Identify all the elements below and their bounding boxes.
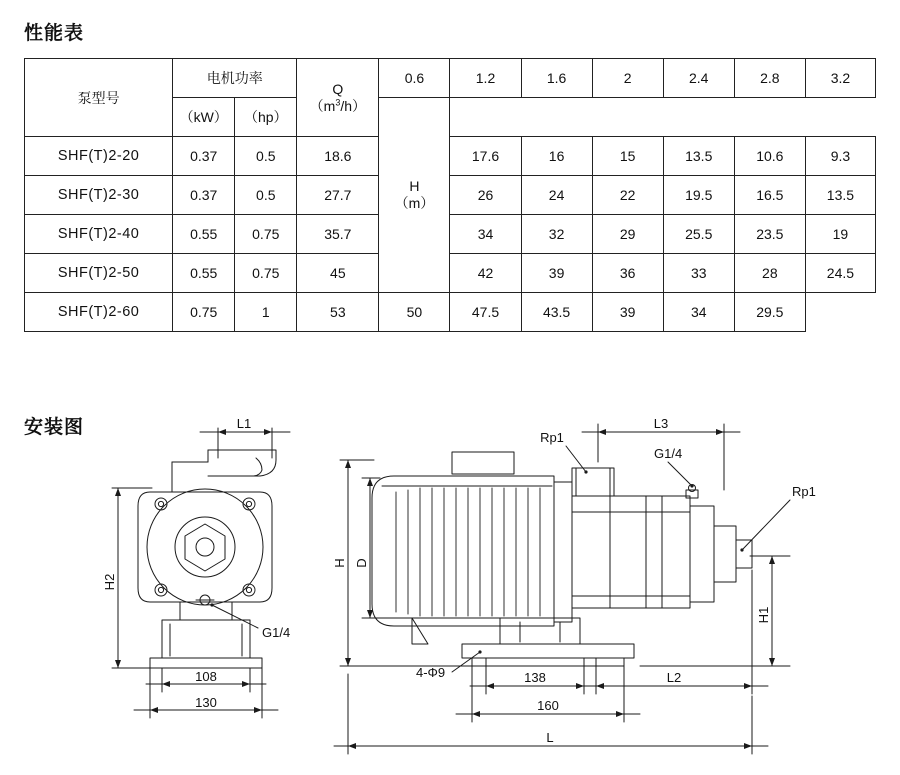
label-108: 108 [195,669,217,684]
head-cell: 18.6 [297,137,379,176]
row-hp: 1 [235,293,297,332]
head-cell: 19.5 [663,176,734,215]
head-cell: 36 [592,254,663,293]
head-cell: 17.6 [450,137,521,176]
head-cell: 23.5 [734,215,805,254]
label-l3: L3 [653,416,669,431]
flow-value-3: 2 [592,59,663,98]
label-h2: H2 [102,573,117,591]
head-cell: 33 [663,254,734,293]
table-row [25,137,876,176]
head-cell: 19 [805,215,875,254]
flow-symbol: Q [332,81,344,98]
label-rp1-right: Rp1 [792,484,816,499]
row-model: SHF(T)2-40 [25,215,173,254]
label-h: H [332,558,347,568]
table-row [25,176,876,215]
head-cell: 42 [450,254,521,293]
flow-value-6: 3.2 [805,59,875,98]
side-view [334,424,790,754]
head-cell: 15 [592,137,663,176]
row-kw: 0.55 [173,254,235,293]
label-l1: L1 [236,416,252,431]
header-head [379,98,450,293]
head-cell: 39 [521,254,592,293]
label-d: D [354,558,369,568]
flow-value-4: 2.4 [663,59,734,98]
head-cell: 50 [379,293,450,332]
table-header-row-1 [25,59,876,98]
row-kw: 0.55 [173,215,235,254]
row-kw: 0.37 [173,176,235,215]
header-kw: （kW） [173,98,235,137]
label-160: 160 [537,698,559,713]
flow-value-2: 1.6 [521,59,592,98]
label-138: 138 [524,670,546,685]
head-cell: 25.5 [663,215,734,254]
head-cell: 29.5 [734,293,805,332]
flow-value-5: 2.8 [734,59,805,98]
flow-value-0: 0.6 [379,59,450,98]
installation-drawing-title: 安装图 [24,417,85,438]
head-cell: 28 [734,254,805,293]
head-cell: 24.5 [805,254,875,293]
head-cell: 26 [450,176,521,215]
head-cell: 24 [521,176,592,215]
flow-value-1: 1.2 [450,59,521,98]
head-cell: 13.5 [663,137,734,176]
row-hp: 0.75 [235,254,297,293]
row-hp: 0.5 [235,137,297,176]
label-g14-front: G1/4 [262,625,291,640]
drawing-svg [0,400,900,775]
head-cell: 45 [297,254,379,293]
head-cell: 35.7 [297,215,379,254]
row-model: SHF(T)2-20 [25,137,173,176]
label-rp1-top: Rp1 [540,430,564,445]
head-cell: 22 [592,176,663,215]
header-flow [297,59,379,137]
header-model: 泵型号 [25,59,173,137]
head-cell: 47.5 [450,293,521,332]
head-cell: 9.3 [805,137,875,176]
head-cell: 29 [592,215,663,254]
head-cell: 16 [521,137,592,176]
row-hp: 0.75 [235,215,297,254]
label-130: 130 [195,695,217,710]
row-kw: 0.37 [173,137,235,176]
row-model: SHF(T)2-30 [25,176,173,215]
table-row [25,293,876,332]
head-cell: 53 [297,293,379,332]
head-symbol: H [409,178,420,195]
header-motor-power: 电机功率 [173,59,297,98]
head-cell: 39 [592,293,663,332]
row-model: SHF(T)2-60 [25,293,173,332]
head-cell: 34 [450,215,521,254]
label-g14-side: G1/4 [654,446,683,461]
head-cell: 34 [663,293,734,332]
table-row [25,215,876,254]
performance-table-title: 性能表 [24,23,85,44]
head-cell: 43.5 [521,293,592,332]
label-h1: H1 [756,606,771,624]
label-l2: L2 [666,670,682,685]
label-l: L [546,730,554,745]
performance-table [24,58,876,332]
table-row [25,254,876,293]
head-unit: （m） [394,195,435,211]
head-cell: 16.5 [734,176,805,215]
label-holes: 4-Φ9 [416,665,446,680]
head-cell: 10.6 [734,137,805,176]
row-kw: 0.75 [173,293,235,332]
flow-unit: $(m^3/h)$ [309,97,367,114]
head-cell: 13.5 [805,176,875,215]
head-cell: 27.7 [297,176,379,215]
row-hp: 0.5 [235,176,297,215]
header-hp: （hp） [235,98,297,137]
head-cell: 32 [521,215,592,254]
installation-drawing [0,400,900,775]
row-model: SHF(T)2-50 [25,254,173,293]
